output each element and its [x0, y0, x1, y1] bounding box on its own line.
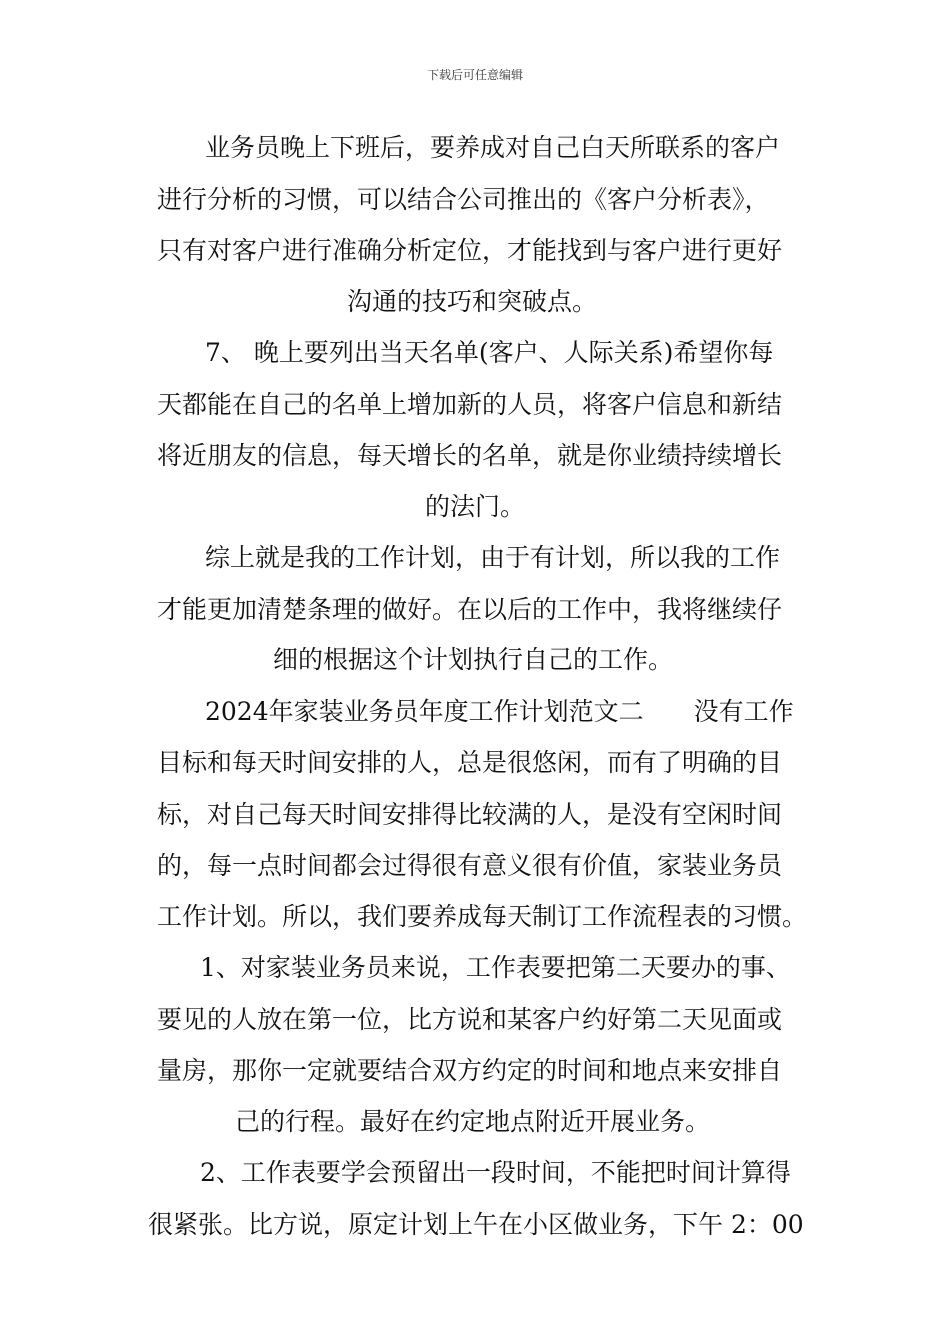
- text-line: 沟通的技巧和突破点。: [347, 287, 598, 316]
- text-line: 标，对自己每天时间安排得比较满的人，是没有空闲时间: [157, 800, 783, 829]
- text-line: 天都能在自己的名单上增加新的人员，将客户信息和新结: [157, 390, 783, 419]
- text-line: 量房，那你一定就要结合双方约定的时间和地点来安排自: [157, 1056, 783, 1085]
- text-line: 目标和每天时间安排的人，总是很悠闲，而有了明确的目: [157, 748, 783, 777]
- text-line: 己的行程。最好在约定地点附近开展业务。: [235, 1107, 711, 1136]
- text-line: 工作计划。所以，我们要养成每天制订工作流程表的习惯。: [157, 902, 808, 931]
- text-line: 2、工作表要学会预留出一段时间，不能把时间计算得: [200, 1158, 791, 1187]
- text-line: 细的根据这个计划执行自己的工作。: [273, 645, 674, 674]
- text-line: 综上就是我的工作计划，由于有计划，所以我的工作: [205, 543, 781, 572]
- text-line: 要见的人放在第一位，比方说和某客户约好第二天见面或: [157, 1005, 783, 1034]
- text-line: 的法门。: [425, 492, 526, 521]
- text-line: 很紧张。比方说，原定计划上午在小区做业务，下午 2：00: [148, 1210, 804, 1239]
- page-header: 下载后可任意编辑: [426, 68, 523, 82]
- text-line: 1、对家装业务员来说，工作表要把第二天要办的事、: [200, 953, 791, 982]
- text-line: 只有对客户进行准确分析定位，才能找到与客户进行更好: [157, 236, 783, 265]
- text-line: 7、 晚上要列出当天名单(客户、人际关系)希望你每: [205, 338, 774, 367]
- text-line: 进行分析的习惯，可以结合公司推出的《客户分析表》，: [157, 185, 770, 214]
- text-line: 业务员晚上下班后，要养成对自己白天所联系的客户: [205, 133, 781, 162]
- text-line: 的，每一点时间都会过得很有意义很有价值，家装业务员: [157, 851, 783, 880]
- text-line: 才能更加清楚条理的做好。在以后的工作中，我将继续仔: [157, 595, 783, 624]
- text-line: 2024年家装业务员年度工作计划范文二 没有工作: [205, 697, 794, 726]
- text-line: 将近朋友的信息，每天增长的名单，就是你业绩持续增长: [157, 441, 783, 470]
